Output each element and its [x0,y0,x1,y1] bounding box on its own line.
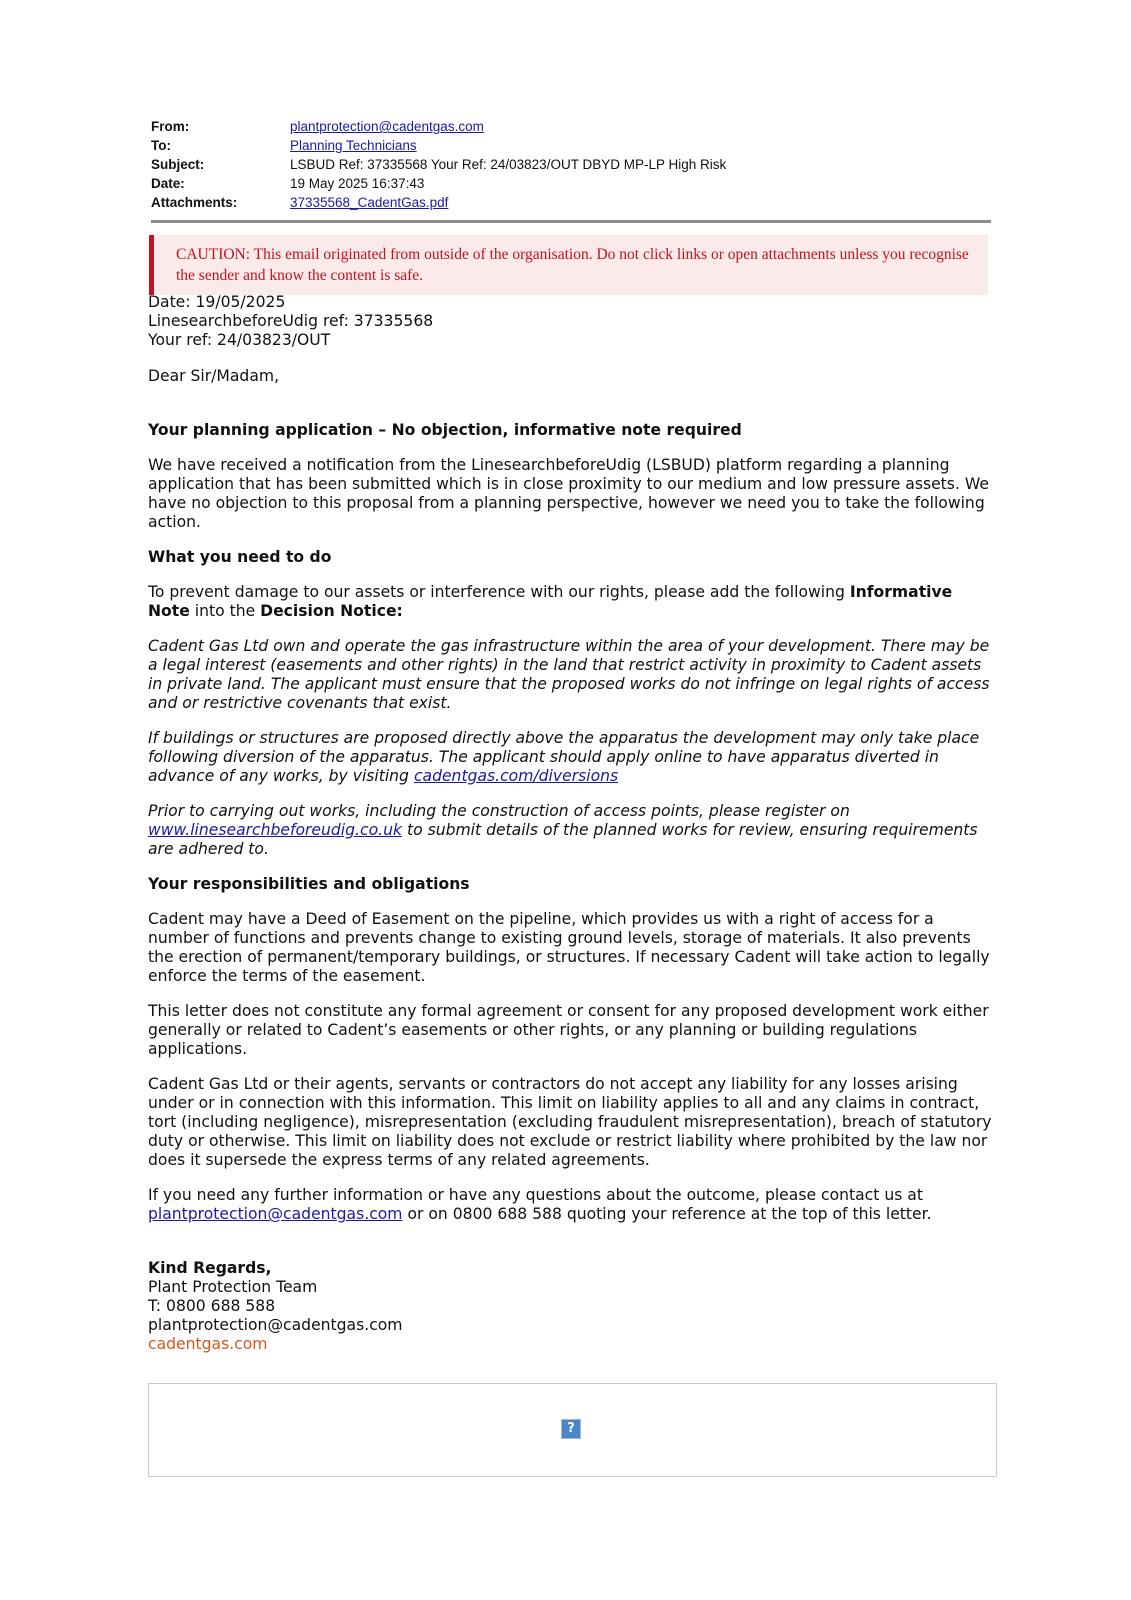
header-from-row [151,117,991,136]
action-text-2: into the [194,602,256,620]
date-label: Date: [151,176,185,191]
meta-your-ref: Your ref: 24/03823/OUT [148,331,331,349]
from-link[interactable]: plantprotection@cadentgas.com [290,119,484,134]
contact-text-1: If you need any further information or have any questions about the outcome, please contact us at [148,1186,923,1204]
caution-banner: CAUTION: This email originated from outside of the organisation. Do not click links or open attachments unless you recognise the sender and know the content is safe. [149,235,988,295]
contact-email-link[interactable]: plantprotection@cadentgas.com [148,1205,403,1223]
header-date-row [151,174,991,193]
to-label: To: [151,138,171,153]
email-body [148,293,998,1354]
paragraph-contact [148,1186,998,1224]
informative-note-1: Cadent Gas Ltd own and operate the gas infrastructure within the area of your development. There may be a legal interest (easements and other rights) in the land that restrict activity in proximity to Cadent assets in private land. The applicant must ensure that the proposed works do not infringe on legal rights of access and or restrictive covenants that exist. [148,637,990,712]
heading-what-to-do: What you need to do [148,548,332,566]
action-text-1: To prevent damage to our assets or interference with our rights, please add the following [148,583,845,601]
paragraph-consent: This letter does not constitute any formal agreement or consent for any proposed development work either generally or related to Cadent’s easements or other rights, or any planning or building regulations applications. [148,1002,989,1058]
lsbud-website-link[interactable]: www.linesearchbeforeudig.co.uk [148,821,402,839]
signature-phone: T: 0800 688 588 [148,1297,276,1315]
heading-responsibilities: Your responsibilities and obligations [148,875,470,893]
from-label: From: [151,119,190,134]
attachments-label: Attachments: [151,195,238,210]
note3-text-1: Prior to carrying out works, including the construction of access points, please register on [148,802,850,820]
paragraph-liability: Cadent Gas Ltd or their agents, servants or contractors do not accept any liability for any losses arising under or in connection with this information. This limit on liability applies to all and any claims in contract, tort (including negligence), misrepresentation (excluding fraudulent misrepresentation), breach of statutory duty or otherwise. This limit on liability does not exclude or restrict liability where prohibited by the law nor does it supersede the express terms of any related agreements. [148,1075,992,1169]
subject-value: LSBUD Ref: 37335568 Your Ref: 24/03823/OUT DBYD MP-LP High Risk [290,157,727,172]
informative-note-2 [148,729,998,786]
meta-date: Date: 19/05/2025 [148,293,286,311]
header-to-row [151,136,991,155]
paragraph-notification: We have received a notification from the LinesearchbeforeUdig (LSBUD) platform regarding a planning application that has been submitted which is in close proximity to our medium and low pressure assets. We have no objection to this proposal from a planning perspective, however we need you to take the following action. [148,456,989,531]
email-header [151,117,991,212]
image-placeholder-box [148,1383,997,1477]
action-bold-informative: Informative Note [148,583,953,620]
salutation: Dear Sir/Madam, [148,367,280,385]
heading-planning-application: Your planning application – No objection, informative note required [148,421,742,439]
signature-email: plantprotection@cadentgas.com [148,1316,403,1334]
missing-image-icon: ? [561,1419,581,1439]
signature-regards: Kind Regards, [148,1259,272,1277]
subject-label: Subject: [151,157,205,172]
to-link[interactable]: Planning Technicians [290,138,417,153]
signature-block [148,1259,998,1354]
header-subject-row [151,155,991,174]
note2-text: If buildings or structures are proposed directly above the apparatus the development may only take place following diversion of the apparatus. The applicant should apply online to have apparatus diverted in advance of any works, by visiting [148,729,980,785]
note3-text-2: to submit details of the planned works for review, ensuring requirements are adhered to. [148,821,978,858]
header-divider [151,220,991,223]
paragraph-action [148,583,998,621]
diversions-link[interactable]: cadentgas.com/diversions [413,767,619,785]
signature-team: Plant Protection Team [148,1278,318,1296]
action-bold-decision: Decision Notice: [260,602,403,620]
paragraph-easement: Cadent may have a Deed of Easement on the pipeline, which provides us with a right of access for a number of functions and prevents change to existing ground levels, storage of materials. It also prevents the erection of permanent/temporary buildings, or structures. If necessary Cadent will take action to legally enforce the terms of the easement. [148,910,990,985]
date-value: 19 May 2025 16:37:43 [290,176,425,191]
informative-note-3 [148,802,998,859]
header-attachments-row [151,193,991,212]
meta-lsbud-ref: LinesearchbeforeUdig ref: 37335568 [148,312,434,330]
contact-text-2: or on 0800 688 588 quoting your reference at the top of this letter. [407,1205,932,1223]
attachment-link[interactable]: 37335568_CadentGas.pdf [290,195,449,210]
signature-website[interactable]: cadentgas.com [148,1335,268,1353]
